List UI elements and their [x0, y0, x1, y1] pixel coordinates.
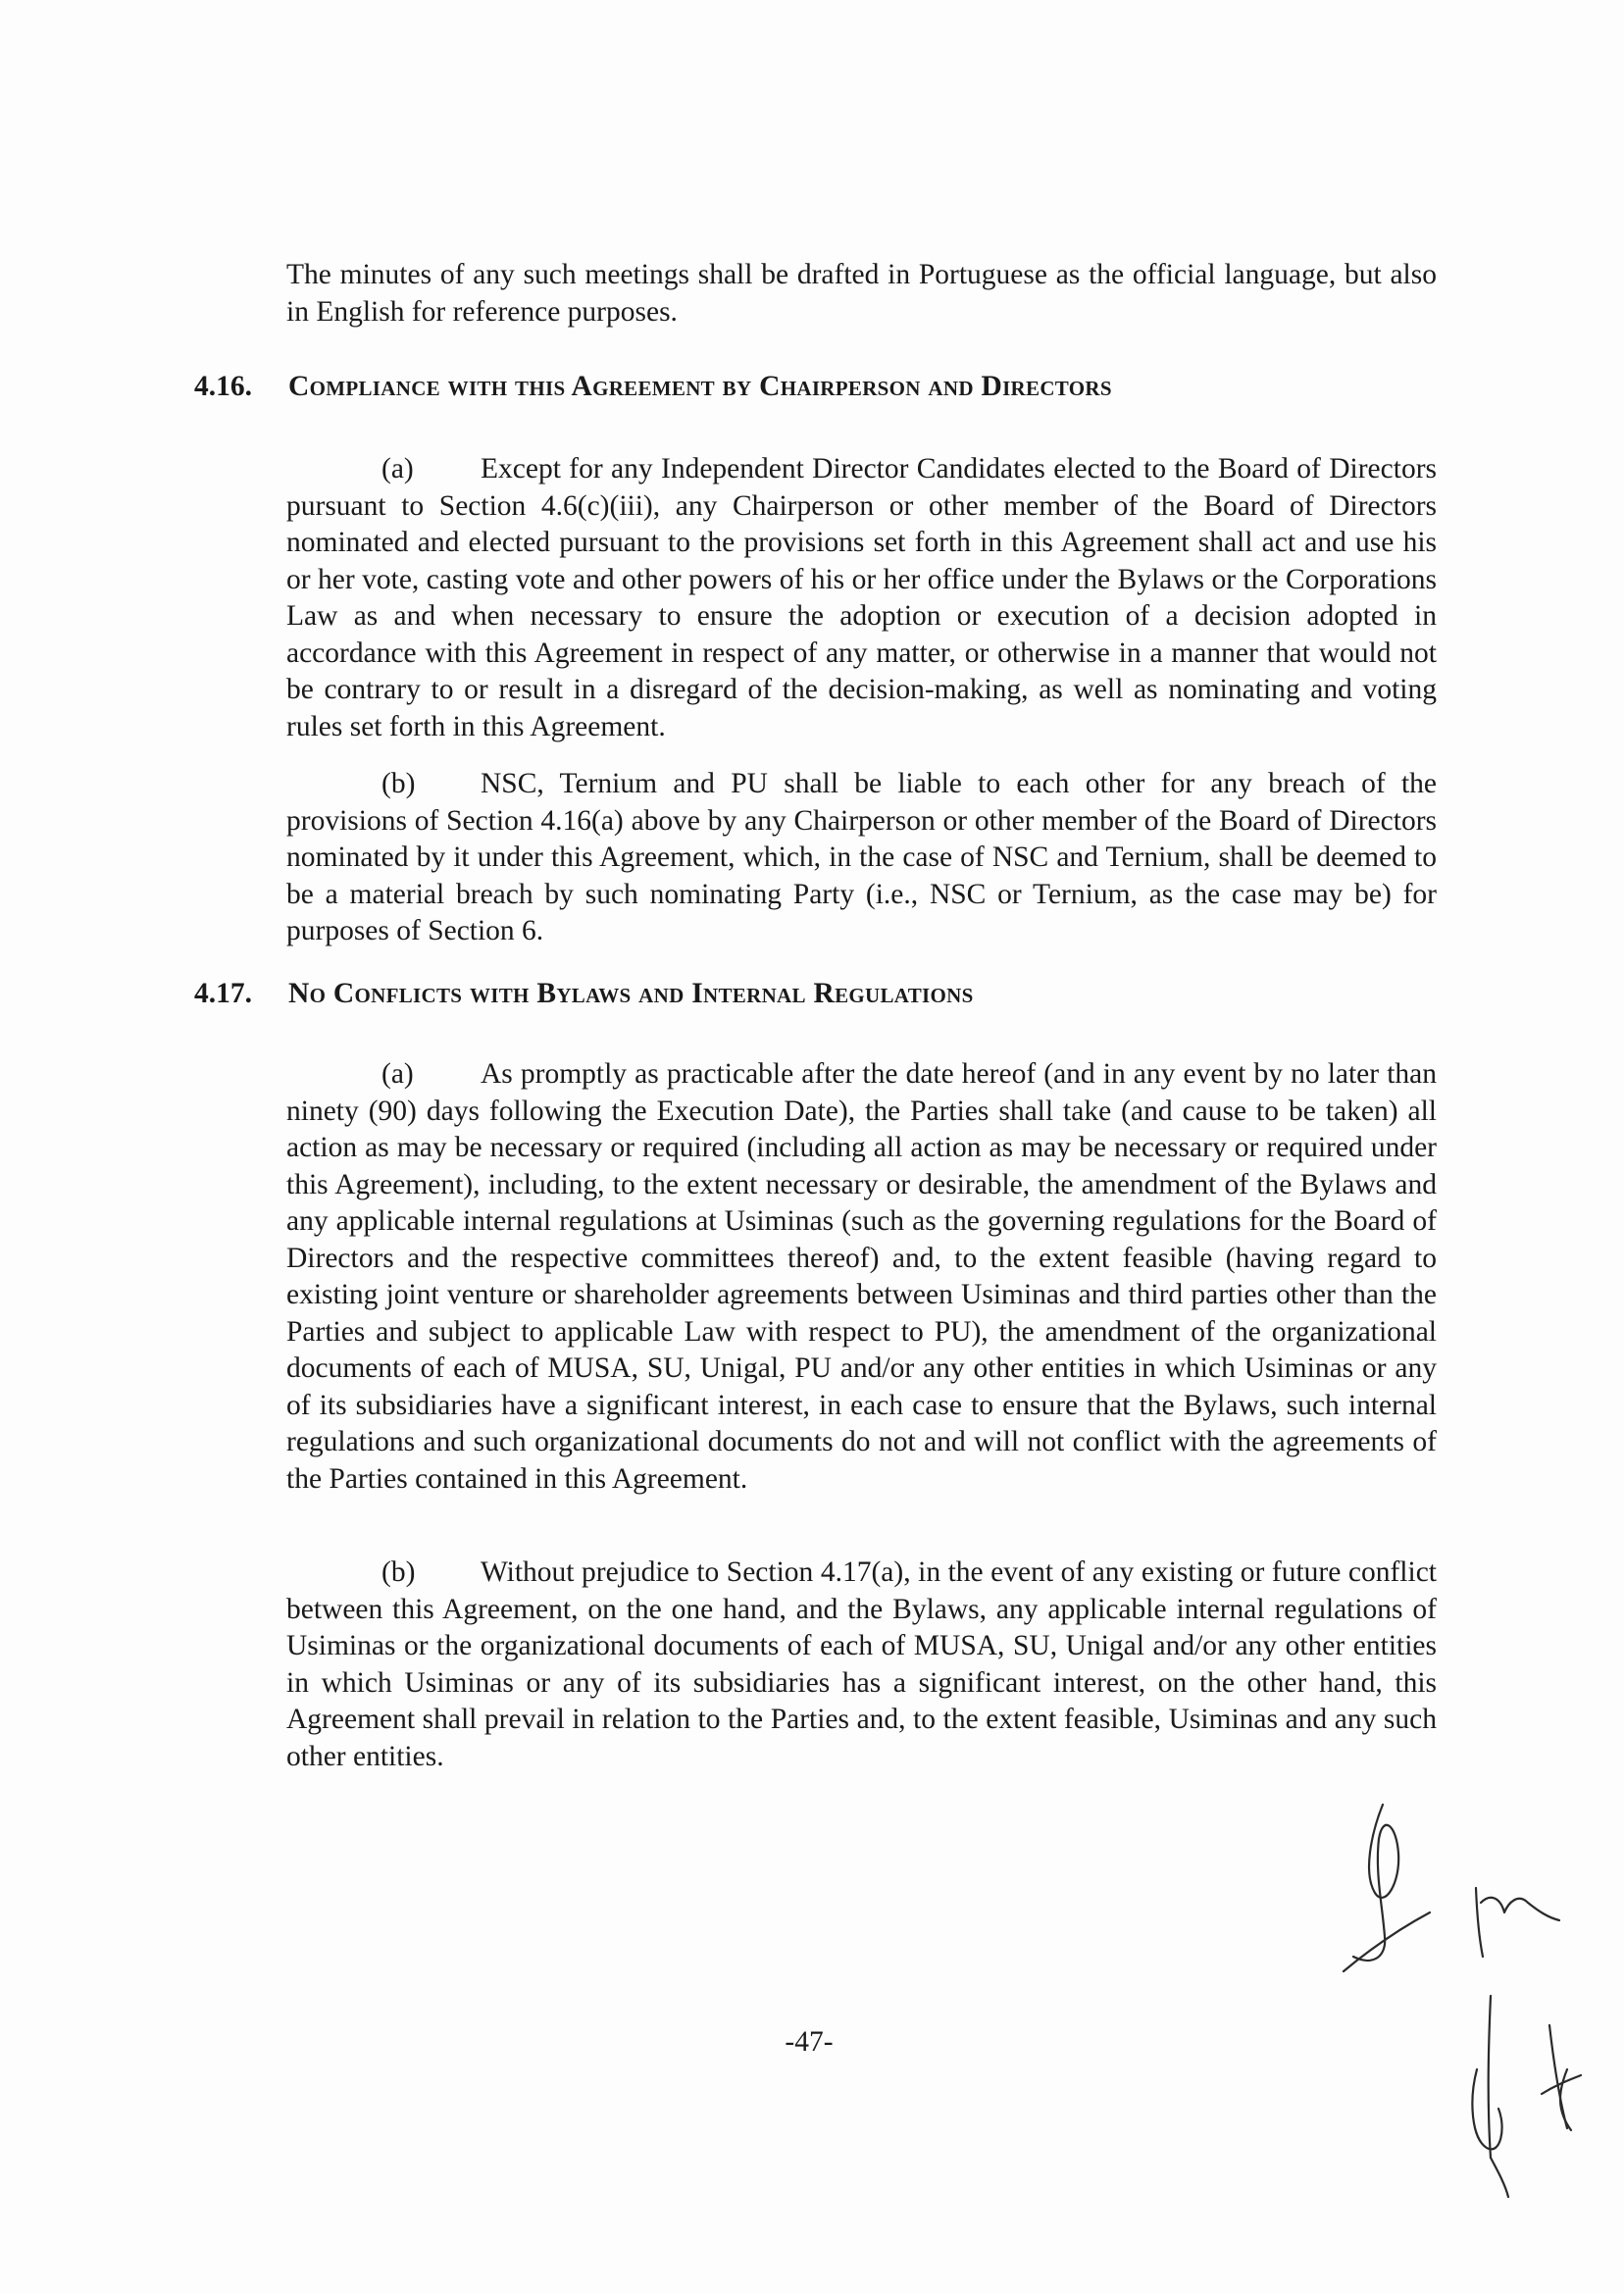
- section-title: Compliance with this Agreement by Chairperson and Directors: [288, 371, 1112, 402]
- initials-signatures: [1314, 1746, 1608, 2207]
- handwritten-initials-icon: [1314, 1746, 1608, 2207]
- section-heading-4-17: [194, 975, 1430, 1012]
- paragraph-marker: (b): [381, 1556, 416, 1588]
- paragraph-marker: (a): [381, 453, 414, 484]
- section-4-16-paragraph-b: [286, 766, 1437, 950]
- page-number: -47-: [785, 2026, 834, 2058]
- section-4-17-paragraph-b: [286, 1555, 1437, 1775]
- paragraph-marker: (a): [381, 1058, 414, 1090]
- section-number: 4.16.: [194, 371, 252, 402]
- paragraph-text: Without prejudice to Section 4.17(a), in the event of any existing or future conflict between this Agreement, on the one hand, and the Bylaws, any applicable internal regulations of Usiminas or the organizational documents of each of MUSA, SU, Unigal and/or any other entities in which Usiminas or any of its subsidiaries has a significant interest, on the other hand, this Agreement shall prevail in relation to the Parties and, to the extent feasible, Usiminas and any such other entities.: [286, 1556, 1437, 1772]
- section-heading-4-16: [194, 368, 1430, 405]
- section-number: 4.17.: [194, 978, 252, 1009]
- paragraph-text: Except for any Independent Director Candidates elected to the Board of Directors pursuant to Section 4.6(c)(iii), any Chairperson or other member of the Board of Directors nominated and elected pursuant to the provisions set forth in this Agreement shall act and use his or her vote, casting vote and other powers of his or her office under the Bylaws or the Corporations Law as and when necessary to ensure the adoption or execution of a decision adopted in accordance with this Agreement in respect of any matter, or otherwise in a manner that would not be contrary to or result in a disregard of the decision-making, as well as nominating and voting rules set forth in this Agreement.: [286, 453, 1437, 742]
- paragraph-text: NSC, Ternium and PU shall be liable to each other for any breach of the provisions of Section 4.16(a) above by any Chairperson or other member of the Board of Directors nominated by it under this Agreement, which, in the case of NSC and Ternium, shall be deemed to be a material breach by such nominating Party (i.e., NSC or Ternium, as the case may be) for purposes of Section 6.: [286, 768, 1437, 946]
- paragraph-marker: (b): [381, 768, 416, 799]
- section-4-17-paragraph-a: [286, 1056, 1437, 1498]
- intro-paragraph: The minutes of any such meetings shall be drafted in Portuguese as the official language, but also in English for reference purposes.: [286, 259, 1437, 328]
- section-title: No Conflicts with Bylaws and Internal Regulations: [288, 978, 974, 1009]
- section-4-16-paragraph-a: [286, 451, 1437, 745]
- paragraph-text: As promptly as practicable after the date hereof (and in any event by no later than ninety (90) days following the Execution Date), the Parties shall take (and cause to be taken) all action as may be necessary or required (including all action as may be necessary or required under this Agreement), including, to the extent necessary or desirable, the amendment of the Bylaws and any applicable internal regulations at Usiminas (such as the governing regulations for the Board of Directors and the respective committees thereof) and, to the extent feasible (having regard to existing joint venture or shareholder agreements between Usiminas and third parties other than the Parties and subject to applicable Law with respect to PU), the amendment of the organizational documents of each of MUSA, SU, Unigal, PU and/or any other entities in which Usiminas or any of its subsidiaries have a significant interest, in each case to ensure that the Bylaws, such internal regulations and such organizational documents do not and will not conflict with the agreements of the Parties contained in this Agreement.: [286, 1058, 1437, 1495]
